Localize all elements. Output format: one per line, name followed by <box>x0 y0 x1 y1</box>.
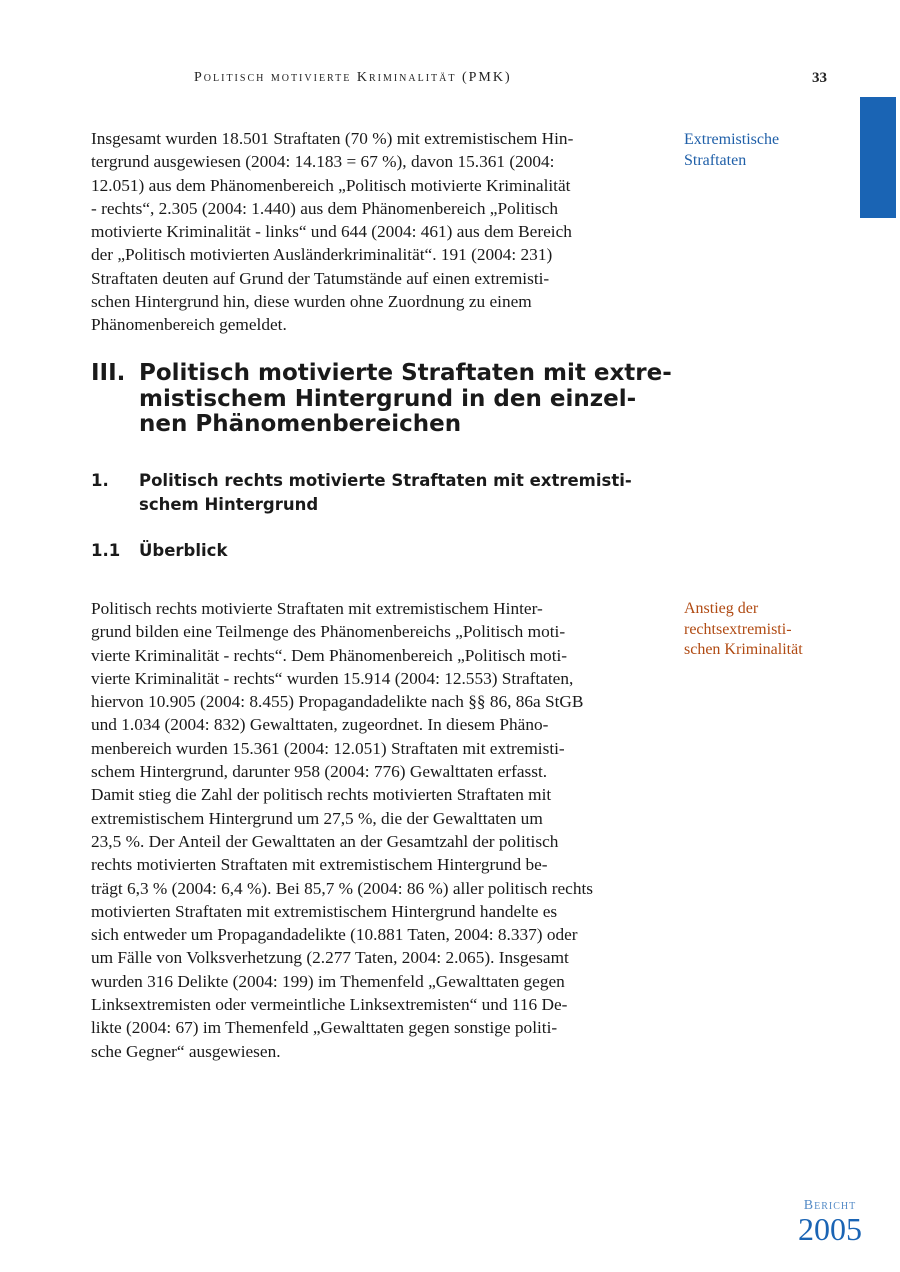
subsection-title <box>139 469 632 516</box>
subsubsection-heading <box>91 539 671 565</box>
running-header: Politisch motivierte Kriminalität (PMK) <box>194 70 512 85</box>
section-heading <box>91 361 671 441</box>
chapter-tab-marker <box>860 97 896 218</box>
heading-line: nen Phänomenbereichen <box>139 411 462 437</box>
text-line: trägt 6,3 % (2004: 6,4 %). Bei 85,7 % (2004: 86 %) aller politisch rechts <box>91 878 594 898</box>
text-line: hiervon 10.905 (2004: 8.455) Propagandadelikte nach §§ 86, 86a StGB <box>91 692 584 712</box>
text-line: vierte Kriminalität - rechts“. Dem Phänomenbereich „Politisch moti- <box>91 645 568 665</box>
text-line: tergrund ausgewiesen (2004: 14.183 = 67 %), davon 15.361 (2004: <box>91 152 555 172</box>
subsubsection-number: 1.1 <box>91 541 121 560</box>
text-line: sche Gegner“ ausgewiesen. <box>91 1041 281 1061</box>
text-line: grund bilden eine Teilmenge des Phänomenbereichs „Politisch moti- <box>91 622 566 642</box>
text-line: Phänomenbereich gemeldet. <box>91 315 287 335</box>
margin-note-line: schen Kriminalität <box>684 641 803 658</box>
margin-note-line: Straftaten <box>684 151 747 169</box>
heading-line: schem Hintergrund <box>139 494 319 514</box>
text-line: 12.051) aus dem Phänomenbereich „Politisch motivierte Kriminalität <box>91 175 571 195</box>
margin-note-extremist-offences <box>684 130 864 171</box>
section-number: III. <box>91 360 126 386</box>
text-line: rechts motivierten Straftaten mit extremistischem Hintergrund be- <box>91 855 548 875</box>
margin-note-line: Anstieg der <box>684 600 759 617</box>
text-line: schem Hintergrund, darunter 958 (2004: 776) Gewalttaten erfasst. <box>91 762 548 782</box>
heading-line: Politisch rechts motivierte Straftaten mit extremisti- <box>139 471 632 490</box>
report-logo <box>798 1198 862 1247</box>
subsection-number: 1. <box>91 471 109 490</box>
text-line: Politisch rechts motivierte Straftaten mit extremistischem Hinter- <box>91 599 543 618</box>
text-line: vierte Kriminalität - rechts“ wurden 15.914 (2004: 12.553) Straftaten, <box>91 668 574 688</box>
text-line: wurden 316 Delikte (2004: 199) im Themenfeld „Gewalttaten gegen <box>91 971 565 991</box>
text-line: extremistischem Hintergrund um 27,5 %, die der Gewalttaten um <box>91 808 543 828</box>
text-line: um Fälle von Volksverhetzung (2.277 Taten, 2004: 2.065). Insgesamt <box>91 948 569 968</box>
text-line: der „Politisch motivierten Ausländerkriminalität“. 191 (2004: 231) <box>91 245 553 265</box>
heading-line: mistischem Hintergrund in den einzel- <box>139 385 637 412</box>
margin-note-line: Extremistische <box>684 131 780 148</box>
report-logo-year: 2005 <box>798 1211 862 1247</box>
text-line: 23,5 %. Der Anteil der Gewalttaten an der Gesamtzahl der politisch <box>91 831 559 851</box>
text-line: likte (2004: 67) im Themenfeld „Gewalttaten gegen sonstige politi- <box>91 1018 558 1038</box>
paragraph-extremist-offences <box>91 127 669 337</box>
paragraph-right-wing-overview <box>91 597 669 1063</box>
text-line: Linksextremisten oder vermeintliche Linksextremisten“ und 116 De- <box>91 995 568 1015</box>
text-line: sich entweder um Propagandadelikte (10.881 Taten, 2004: 8.337) oder <box>91 925 578 945</box>
text-line: Insgesamt wurden 18.501 Straftaten (70 %) mit extremistischem Hin- <box>91 129 574 148</box>
text-line: menbereich wurden 15.361 (2004: 12.051) Straftaten mit extremisti- <box>91 738 565 758</box>
text-line: Damit stieg die Zahl der politisch rechts motivierten Straftaten mit <box>91 785 552 805</box>
page-number: 33 <box>812 70 827 86</box>
text-line: motivierte Kriminalität - links“ und 644 (2004: 461) aus dem Bereich <box>91 222 572 242</box>
margin-note-right-wing-increase <box>684 599 864 661</box>
margin-note-line: rechtsextremisti- <box>684 620 792 638</box>
subsection-heading <box>91 469 671 519</box>
text-line: und 1.034 (2004: 832) Gewalttaten, zugeordnet. In diesem Phäno- <box>91 715 549 735</box>
text-line: Straftaten deuten auf Grund der Tatumstände auf einen extremisti- <box>91 268 550 288</box>
heading-line: Politisch motivierte Straftaten mit extre- <box>139 360 672 386</box>
text-line: motivierten Straftaten mit extremistischem Hintergrund handelte es <box>91 901 558 921</box>
text-line: schen Hintergrund hin, diese wurden ohne Zuordnung zu einem <box>91 292 532 312</box>
text-line: - rechts“, 2.305 (2004: 1.440) aus dem Phänomenbereich „Politisch <box>91 198 558 218</box>
section-title <box>139 361 672 438</box>
report-logo-word: Bericht <box>803 1198 857 1213</box>
subsubsection-title: Überblick <box>139 541 228 560</box>
